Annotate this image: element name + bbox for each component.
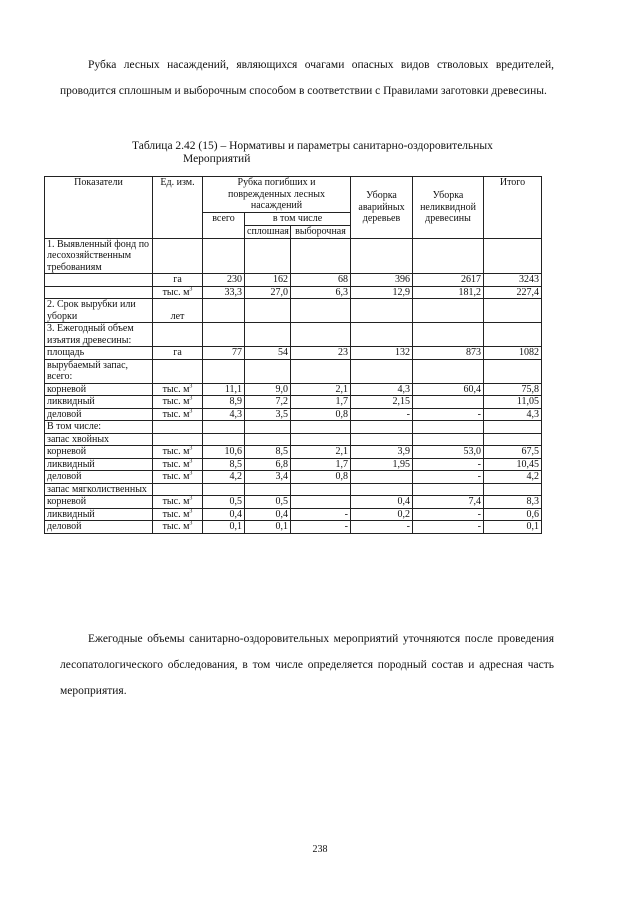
unit-superscript: 3	[189, 520, 193, 527]
value-cell	[413, 396, 484, 409]
value-cell: -	[291, 521, 351, 534]
value-cell	[291, 238, 351, 274]
header-cutting: Рубка погибших и поврежденных лесных насаждений	[203, 177, 351, 213]
header-emergency: Уборка аварийных деревьев	[351, 177, 413, 239]
value-cell	[203, 238, 245, 274]
value-cell: 873	[413, 347, 484, 360]
row-label: корневой	[45, 446, 153, 459]
value-cell: 4,3	[203, 408, 245, 421]
row-label: деловой	[45, 471, 153, 484]
row-unit	[153, 299, 203, 323]
value-cell: 0,1	[245, 521, 291, 534]
value-cell: 6,8	[245, 458, 291, 471]
value-cell: 0,8	[291, 471, 351, 484]
norms-table	[44, 176, 542, 534]
value-cell	[351, 471, 413, 484]
unit-text: тыс. м	[162, 471, 190, 482]
value-cell: 3243	[484, 274, 542, 287]
value-cell: 11,05	[484, 396, 542, 409]
table-caption	[132, 140, 552, 166]
row-label: запас хвойных	[45, 433, 153, 446]
value-cell: -	[413, 521, 484, 534]
value-cell	[291, 421, 351, 434]
unit-text: тыс. м	[162, 446, 190, 457]
value-cell	[484, 359, 542, 383]
value-cell: 53,0	[413, 446, 484, 459]
value-cell: 8,3	[484, 496, 542, 509]
intro-paragraph	[60, 52, 554, 104]
row-unit	[153, 383, 203, 396]
value-cell: 9,0	[245, 383, 291, 396]
header-total: всего	[203, 212, 245, 238]
value-cell: 0,1	[484, 521, 542, 534]
value-cell: 4,2	[484, 471, 542, 484]
unit-text: тыс. м	[162, 396, 190, 407]
value-cell	[351, 359, 413, 383]
table-row	[45, 347, 542, 360]
unit-superscript: 3	[189, 470, 193, 477]
value-cell: 3,4	[245, 471, 291, 484]
row-label: вырубаемый запас, всего:	[45, 359, 153, 383]
value-cell	[351, 238, 413, 274]
value-cell: 0,8	[291, 408, 351, 421]
row-unit	[153, 396, 203, 409]
value-cell: 3,9	[351, 446, 413, 459]
header-clear: сплошная	[245, 225, 291, 238]
value-cell: 10,6	[203, 446, 245, 459]
value-cell: 0,1	[203, 521, 245, 534]
value-cell: 4,3	[484, 408, 542, 421]
value-cell: 2,15	[351, 396, 413, 409]
value-cell	[484, 421, 542, 434]
value-cell: 33,3	[203, 286, 245, 299]
table-row	[45, 274, 542, 287]
value-cell: 8,5	[203, 458, 245, 471]
value-cell: 181,2	[413, 286, 484, 299]
value-cell	[291, 323, 351, 347]
value-cell: 12,9	[351, 286, 413, 299]
value-cell	[245, 483, 291, 496]
value-cell: 3,5	[245, 408, 291, 421]
value-cell	[413, 433, 484, 446]
value-cell	[203, 359, 245, 383]
header-illiquid: Уборка неликвидной древесины	[413, 177, 484, 239]
row-label: 3. Ежегодный объем изъятия древесины:	[45, 323, 153, 347]
unit-superscript: 3	[189, 286, 193, 293]
value-cell: 1,7	[291, 396, 351, 409]
value-cell	[291, 433, 351, 446]
caption-line-2: Мероприятий	[183, 153, 251, 165]
table-row	[45, 408, 542, 421]
value-cell	[413, 299, 484, 323]
value-cell	[484, 323, 542, 347]
unit-superscript: 3	[189, 495, 193, 502]
value-cell: 0,2	[351, 508, 413, 521]
value-cell	[245, 238, 291, 274]
value-cell	[351, 483, 413, 496]
row-unit	[153, 421, 203, 434]
value-cell	[351, 433, 413, 446]
row-label: площадь	[45, 347, 153, 360]
value-cell: -	[413, 471, 484, 484]
row-unit	[153, 433, 203, 446]
value-cell	[484, 483, 542, 496]
value-cell: 4,3	[351, 383, 413, 396]
outro-text: Ежегодные объемы санитарно-оздоровительных мероприятий уточняются после проведения лесопатологического обследования, в том числе определяется породный состав и адресная часть мероприятия.	[60, 633, 554, 697]
value-cell: 227,4	[484, 286, 542, 299]
value-cell: 0,5	[203, 496, 245, 509]
unit-superscript: 3	[189, 408, 193, 415]
unit-text: тыс. м	[162, 383, 190, 395]
value-cell	[291, 299, 351, 323]
table-row	[45, 421, 542, 434]
header-indicators: Показатели	[45, 177, 153, 239]
unit-text: тыс. м	[162, 521, 190, 532]
row-unit	[153, 408, 203, 421]
value-cell	[245, 323, 291, 347]
row-label: запас мягколиственных	[45, 483, 153, 496]
unit-text: тыс. м	[162, 508, 190, 520]
value-cell: 1,7	[291, 458, 351, 471]
value-cell: 60,4	[413, 383, 484, 396]
value-cell: 4,2	[203, 471, 245, 484]
row-label: 1. Выявленный фонд по лесохозяйственным требованиям	[45, 238, 153, 274]
row-label: ликвидный	[45, 508, 153, 521]
value-cell: 10,45	[484, 458, 542, 471]
unit-text: га	[173, 347, 182, 358]
table-row	[45, 471, 542, 484]
value-cell: 67,5	[484, 446, 542, 459]
header-selective: выборочная	[291, 225, 351, 238]
value-cell	[484, 433, 542, 446]
value-cell: 0,4	[203, 508, 245, 521]
value-cell: 11,1	[203, 383, 245, 396]
table-row	[45, 508, 542, 521]
row-unit	[153, 359, 203, 383]
table-row	[45, 238, 542, 274]
value-cell: -	[413, 508, 484, 521]
value-cell: 75,8	[484, 383, 542, 396]
value-cell	[203, 299, 245, 323]
unit-superscript: 3	[189, 383, 193, 390]
value-cell	[245, 359, 291, 383]
value-cell	[413, 238, 484, 274]
unit-text: га	[173, 274, 182, 285]
row-unit	[153, 483, 203, 496]
value-cell	[203, 483, 245, 496]
value-cell: 0,5	[245, 496, 291, 509]
row-label: ликвидный	[45, 458, 153, 471]
row-unit	[153, 286, 203, 299]
header-including: в том числе	[245, 212, 351, 225]
value-cell: 1,95	[351, 458, 413, 471]
row-label	[45, 274, 153, 287]
value-cell	[413, 483, 484, 496]
value-cell: 230	[203, 274, 245, 287]
value-cell: -	[291, 508, 351, 521]
value-cell: 0,4	[245, 508, 291, 521]
value-cell: 77	[203, 347, 245, 360]
row-label: В том числе:	[45, 421, 153, 434]
value-cell	[245, 299, 291, 323]
row-unit	[153, 521, 203, 534]
value-cell: 68	[291, 274, 351, 287]
row-unit	[153, 458, 203, 471]
table-row	[45, 323, 542, 347]
value-cell: 6,3	[291, 286, 351, 299]
page-number: 238	[312, 844, 328, 855]
value-cell: 23	[291, 347, 351, 360]
table-body	[45, 238, 542, 533]
header-itogo: Итого	[484, 177, 542, 239]
row-label	[45, 286, 153, 299]
table-row	[45, 496, 542, 509]
value-cell	[291, 496, 351, 509]
table-row	[45, 433, 542, 446]
unit-text: тыс. м	[162, 458, 190, 470]
value-cell: 7,4	[413, 496, 484, 509]
row-unit	[153, 496, 203, 509]
unit-text: лет	[170, 310, 185, 322]
row-label: корневой	[45, 496, 153, 509]
value-cell: 27,0	[245, 286, 291, 299]
value-cell: 162	[245, 274, 291, 287]
row-label: 2. Срок вырубки или уборки	[45, 299, 153, 323]
value-cell: -	[351, 521, 413, 534]
row-unit	[153, 508, 203, 521]
intro-text: Рубка лесных насаждений, являющихся очагами опасных видов стволовых вредителей, проводится сплошным и выборочным способом в соответствии с Правилами заготовки древесины.	[60, 59, 554, 97]
unit-superscript: 3	[189, 508, 193, 515]
value-cell	[291, 359, 351, 383]
unit-superscript: 3	[189, 395, 193, 402]
value-cell	[245, 433, 291, 446]
value-cell	[413, 359, 484, 383]
value-cell: 0,6	[484, 508, 542, 521]
row-unit	[153, 347, 203, 360]
value-cell	[484, 299, 542, 323]
row-label: корневой	[45, 383, 153, 396]
unit-text: тыс. м	[162, 286, 190, 298]
value-cell	[351, 299, 413, 323]
value-cell	[291, 483, 351, 496]
value-cell	[203, 421, 245, 434]
value-cell	[484, 238, 542, 274]
header-unit: Ед. изм.	[153, 177, 203, 239]
value-cell: 2,1	[291, 383, 351, 396]
value-cell	[351, 421, 413, 434]
row-label: деловой	[45, 521, 153, 534]
value-cell: -	[413, 458, 484, 471]
value-cell: 2,1	[291, 446, 351, 459]
value-cell	[413, 421, 484, 434]
row-label: деловой	[45, 408, 153, 421]
row-unit	[153, 471, 203, 484]
value-cell: 8,9	[203, 396, 245, 409]
value-cell: 7,2	[245, 396, 291, 409]
table-row	[45, 458, 542, 471]
row-label: ликвидный	[45, 396, 153, 409]
unit-superscript: 3	[189, 458, 193, 465]
table-row	[45, 396, 542, 409]
table-row	[45, 521, 542, 534]
unit-superscript: 3	[189, 445, 193, 452]
table-row	[45, 383, 542, 396]
value-cell: 8,5	[245, 446, 291, 459]
value-cell	[203, 323, 245, 347]
table-row	[45, 286, 542, 299]
row-unit	[153, 446, 203, 459]
value-cell: 396	[351, 274, 413, 287]
value-cell: 54	[245, 347, 291, 360]
value-cell: 2617	[413, 274, 484, 287]
row-unit	[153, 238, 203, 274]
table-row	[45, 359, 542, 383]
value-cell: 0,4	[351, 496, 413, 509]
table-row	[45, 299, 542, 323]
unit-text: тыс. м	[162, 496, 190, 507]
value-cell	[413, 323, 484, 347]
value-cell: 1082	[484, 347, 542, 360]
value-cell	[245, 421, 291, 434]
value-cell	[351, 323, 413, 347]
row-unit	[153, 323, 203, 347]
outro-paragraph	[60, 626, 554, 704]
table-row	[45, 446, 542, 459]
value-cell: 132	[351, 347, 413, 360]
table-row	[45, 483, 542, 496]
value-cell: -	[413, 408, 484, 421]
row-unit	[153, 274, 203, 287]
unit-text: тыс. м	[162, 408, 190, 420]
value-cell: -	[351, 408, 413, 421]
value-cell	[203, 433, 245, 446]
caption-line-1: Таблица 2.42 (15) – Нормативы и параметры санитарно-оздоровительных	[132, 140, 493, 152]
